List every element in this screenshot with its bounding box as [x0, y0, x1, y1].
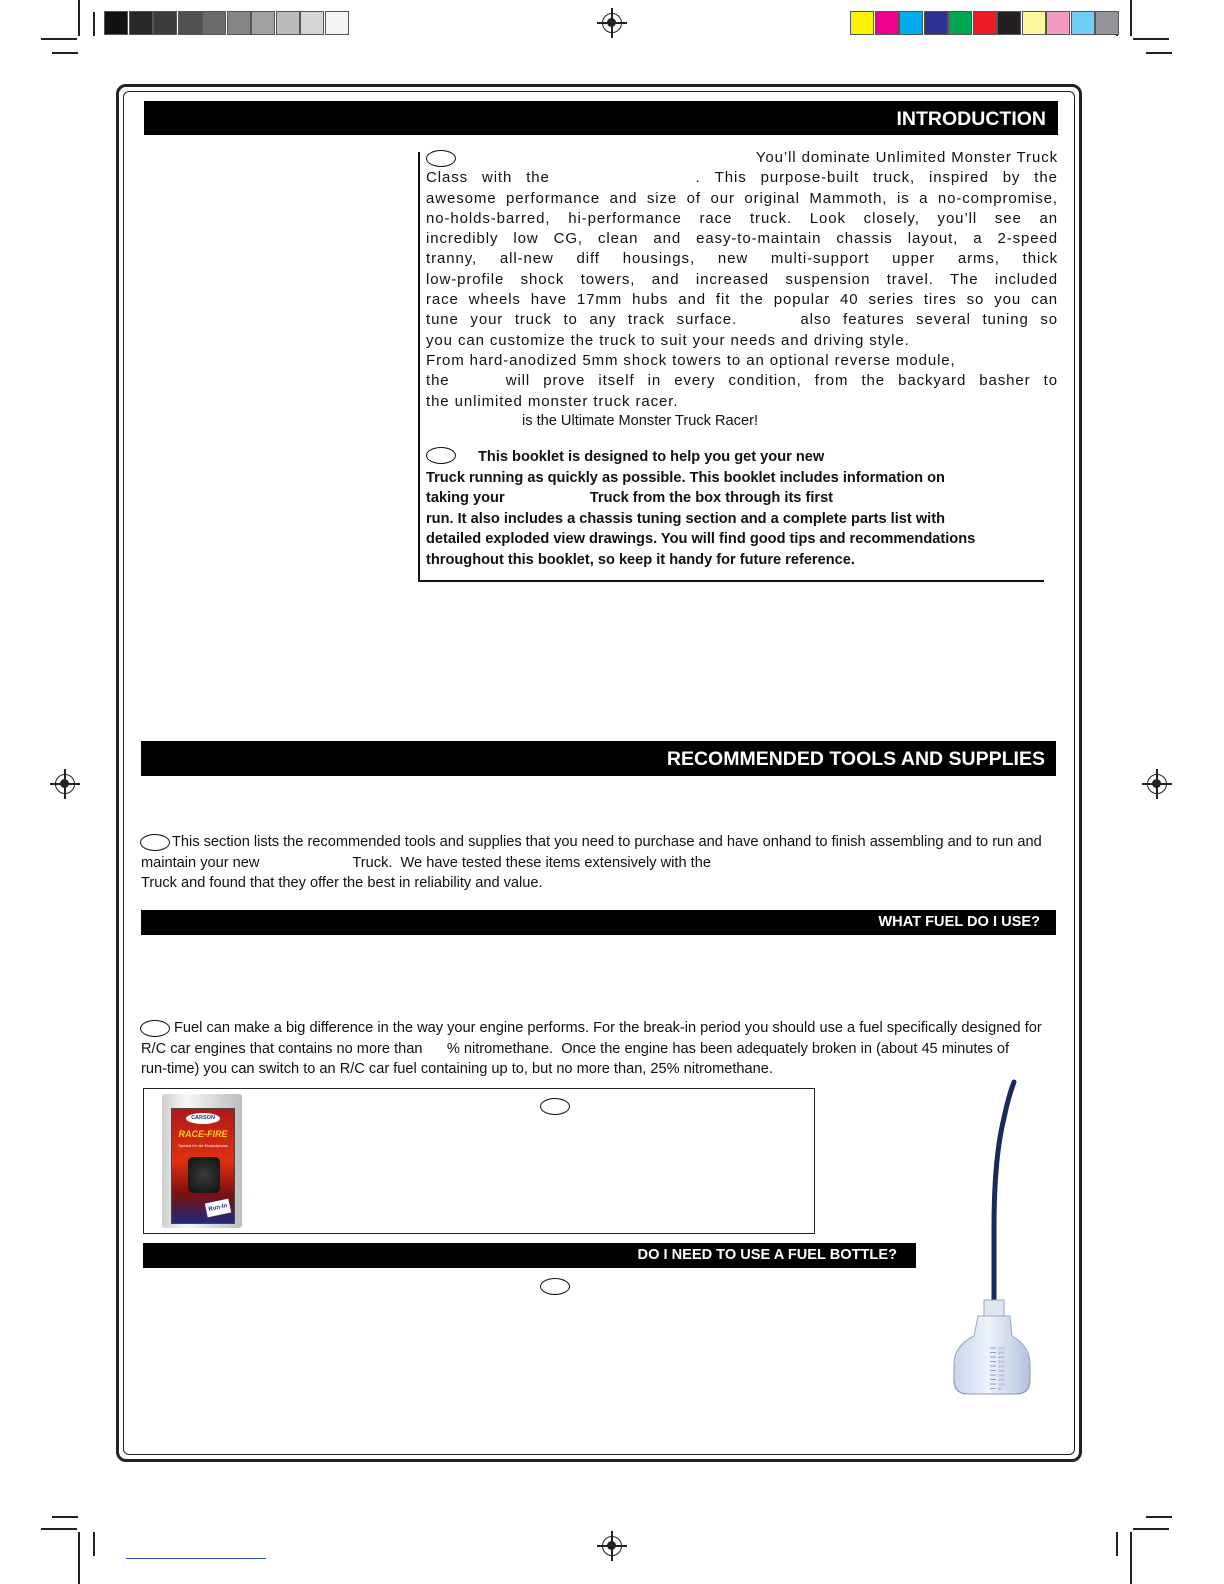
tools-paragraph — [141, 832, 1057, 894]
registration-mark-icon — [602, 1536, 622, 1556]
intro-line: tune your truck to any track surface. also features several tuning so — [426, 311, 1058, 329]
crop-mark — [93, 1532, 95, 1556]
bottle-tick-label: 400 — [998, 1355, 1005, 1360]
crop-mark — [1133, 38, 1169, 40]
section-header-tools — [141, 741, 1056, 776]
fuel-can-subtitle: Spezial für die Einlaufphase — [178, 1143, 228, 1148]
bottle-tick-label: 250 — [998, 1369, 1005, 1373]
crop-mark — [78, 0, 80, 36]
crop-mark — [52, 1516, 78, 1518]
process-swatch — [1022, 11, 1046, 35]
bottle-tick-label: 300 — [998, 1364, 1005, 1369]
fuel-can-label — [171, 1108, 235, 1224]
process-swatch — [1071, 11, 1095, 35]
intro-line: tranny, all-new diff housings, new multi-support upper arms, thick — [426, 250, 1058, 268]
fuel-can-badge: Run-In — [205, 1199, 231, 1218]
bottle-tick-label: 50 — [998, 1387, 1003, 1391]
intro-line: From hard-anodized 5mm shock towers to an optional reverse module, — [426, 351, 956, 369]
intro-line: incredibly low CG, clean and easy-to-maintain chassis layout, a 2-speed — [426, 230, 1058, 248]
booklet-line: throughout this booklet, so keep it handy for future reference. — [426, 551, 855, 568]
fuel-line: Fuel can make a big difference in the way your engine performs. For the break-in period you should use a fuel specifically designed for — [174, 1020, 1042, 1036]
booklet-paragraph — [426, 447, 1026, 570]
booklet-line: This booklet is designed to help you get your new — [478, 449, 825, 465]
gray-swatch — [325, 11, 349, 35]
fuel-paragraph — [141, 1018, 1057, 1080]
crop-mark — [1146, 1516, 1172, 1518]
intro-paragraph — [426, 148, 1058, 412]
fuel-can-product: RACE-FIRE — [178, 1129, 228, 1139]
section-header-fuel-bottle — [143, 1243, 916, 1268]
process-swatch — [899, 11, 923, 35]
fuel-can-image — [162, 1094, 242, 1228]
gray-swatch — [178, 11, 202, 35]
tools-line: Truck and found that they offer the best in reliability and value. — [141, 875, 543, 891]
crop-mark — [52, 52, 78, 54]
gray-swatch — [129, 11, 153, 35]
gray-swatch — [276, 11, 300, 35]
section-title: DO I NEED TO USE A FUEL BOTTLE? — [637, 1247, 897, 1263]
crop-mark — [41, 1528, 77, 1530]
intro-line: no-holds-barred, hi-performance race truck. Look closely, you’ll see an — [426, 209, 1058, 227]
fuel-line: R/C car engines that contains no more than % nitromethane. Once the engine has been adequately broken in (about 45 minutes of — [141, 1040, 1010, 1057]
section-title: INTRODUCTION — [896, 108, 1046, 130]
fuel-product-box — [143, 1088, 815, 1234]
process-swatch — [850, 11, 874, 35]
bottle-tick-label: 200 — [998, 1373, 1005, 1378]
section-header-fuel — [141, 910, 1056, 935]
crop-mark — [1133, 1528, 1169, 1530]
booklet-line: Truck running as quickly as possible. This booklet includes information on — [426, 469, 945, 486]
process-swatch — [875, 11, 899, 35]
registration-mark-icon — [1147, 774, 1167, 794]
process-swatch — [924, 11, 948, 35]
process-swatch — [1046, 11, 1070, 35]
intro-tagline: is the Ultimate Monster Truck Racer! — [522, 413, 759, 429]
intro-line: awesome performance and size of our original Mammoth, is a no-compromise, — [426, 189, 1058, 207]
intro-line: You’ll dominate Unlimited Monster Truck — [755, 149, 1058, 166]
crop-mark — [1130, 1532, 1132, 1584]
crop-mark — [1116, 1532, 1118, 1556]
intro-line: you can customize the truck to suit your needs and driving style. — [426, 331, 910, 349]
bottle-tick-label: 100 — [998, 1382, 1005, 1387]
gray-swatch — [104, 11, 128, 35]
intro-line: the will prove itself in every condition, from the backyard basher to — [426, 372, 1058, 390]
language-marker-icon — [540, 1278, 570, 1295]
fuel-can-engine — [188, 1157, 220, 1193]
gray-swatch — [153, 11, 177, 35]
intro-text-frame-bottom-rule — [418, 580, 1044, 582]
gray-swatch — [202, 11, 226, 35]
process-swatch — [1095, 11, 1119, 35]
bottle-tick-label: 350 — [998, 1360, 1005, 1364]
booklet-line: taking your Truck from the box through its first — [426, 490, 834, 506]
section-header-introduction — [144, 101, 1058, 135]
language-marker-icon — [540, 1098, 570, 1115]
bottle-tick-label: 500 — [998, 1346, 1005, 1351]
intro-line: Class with the . This purpose-built truck, inspired by the — [426, 169, 1058, 187]
gray-swatch — [300, 11, 324, 35]
intro-line: race wheels have 17mm hubs and fit the popular 40 series tires so you can — [426, 291, 1058, 309]
fuel-can-brand: CARSON — [186, 1113, 220, 1124]
intro-line: the unlimited monster truck racer. — [426, 392, 679, 410]
footer-rule — [126, 1558, 266, 1559]
bottle-tick-label: 450 — [998, 1351, 1005, 1355]
gray-swatch — [251, 11, 275, 35]
bottle-tick-label: 150 — [998, 1378, 1005, 1382]
tools-line: This section lists the recommended tools and supplies that you need to purchase and have onhand to finish assembling and to run and — [172, 834, 1042, 850]
gray-swatch — [227, 11, 251, 35]
crop-mark — [1146, 52, 1172, 54]
section-title: RECOMMENDED TOOLS AND SUPPLIES — [666, 748, 1045, 770]
process-swatch — [997, 11, 1021, 35]
booklet-line: detailed exploded view drawings. You will find good tips and recommendations — [426, 531, 976, 547]
intro-text-frame-left-rule — [418, 152, 420, 582]
process-swatch — [948, 11, 972, 35]
crop-mark — [78, 1532, 80, 1584]
tools-line: maintain your new Truck. We have tested these items extensively with the — [141, 854, 711, 871]
fuel-line: run-time) you can switch to an R/C car fuel containing up to, but no more than, 25% nitromethane. — [141, 1061, 773, 1077]
crop-mark — [1130, 0, 1132, 36]
process-swatch — [973, 11, 997, 35]
crop-mark — [93, 12, 95, 36]
booklet-line: run. It also includes a chassis tuning section and a complete parts list with — [426, 510, 946, 527]
registration-mark-icon — [55, 774, 75, 794]
section-title: WHAT FUEL DO I USE? — [878, 914, 1040, 930]
intro-line: low-profile shock towers, and increased suspension travel. The included — [426, 270, 1058, 288]
fuel-bottle-image — [938, 1078, 1038, 1398]
registration-mark-icon — [602, 13, 622, 33]
crop-mark — [41, 38, 77, 40]
